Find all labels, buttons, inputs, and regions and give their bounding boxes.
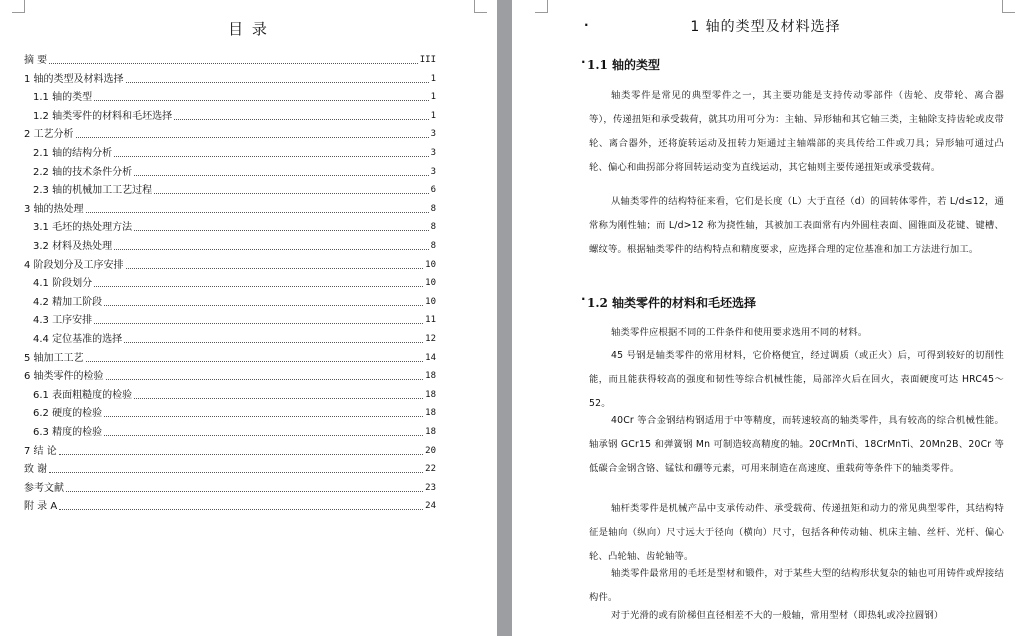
chapter-title: 1 轴的类型及材料选择 — [690, 19, 841, 35]
toc-leader-dots — [59, 509, 423, 510]
toc-entry-label: 2.1 轴的结构分析 — [33, 148, 113, 159]
paragraph: 45 号钢是轴类零件的常用材料，它价格便宜，经过调质（或正火）后，可得到较好的切削性能，而且能获得较高的强度和韧性等综合机械性能，局部淬火后在回火，表面硬度可达 HRC45～52。 — [589, 350, 1004, 409]
toc-entry-page: 8 — [430, 203, 436, 214]
toc-entry[interactable] — [33, 219, 436, 234]
toc-entry[interactable] — [24, 257, 436, 272]
toc-entry[interactable] — [33, 424, 436, 439]
page-corner-mark — [1002, 0, 1015, 13]
toc-title: 目 录 — [228, 20, 269, 38]
page-corner-mark — [12, 0, 25, 13]
toc-entry-label: 5 轴加工工艺 — [24, 352, 84, 364]
toc-entry[interactable] — [24, 71, 436, 86]
paragraph: 轴类零件最常用的毛坯是型材和锻件，对于某些大型的结构形状复杂的轴也可用铸件或焊接结构件。 — [589, 568, 1004, 603]
toc-entry-page: 3 — [430, 166, 436, 177]
toc-entry[interactable] — [24, 480, 436, 495]
toc-leader-dots — [94, 100, 428, 101]
toc-entry-page: 11 — [425, 315, 436, 326]
toc-entry[interactable] — [33, 275, 436, 290]
toc-entry-page: 18 — [425, 389, 436, 400]
toc-entry[interactable] — [33, 294, 436, 309]
toc-entry-label: 4 阶段划分及工序安排 — [24, 259, 124, 271]
toc-leader-dots — [134, 175, 428, 176]
toc-entry-page: 1 — [430, 73, 436, 84]
toc-entry-label: 4.3 工序安排 — [33, 315, 93, 327]
toc-entry-page: 22 — [425, 464, 436, 475]
toc-entry-label: 1 轴的类型及材料选择 — [24, 73, 124, 85]
section-heading-1-1: 1.1 轴的类型 — [587, 58, 661, 72]
toc-entry[interactable] — [24, 368, 436, 383]
toc-entry-label: 1.2 轴类零件的材料和毛坯选择 — [33, 110, 173, 122]
toc-entry-label: 摘 要 — [24, 55, 48, 66]
toc-leader-dots — [49, 472, 423, 473]
chapter-page — [512, 0, 1019, 636]
toc-entry-label: 3 轴的热处理 — [24, 203, 84, 215]
toc-leader-dots — [104, 435, 423, 436]
paragraph: 对于光滑的或有阶梯但直径相差不大的一般轴，常用型材（即热轧或冷拉圆钢） — [611, 610, 944, 621]
toc-entry[interactable] — [24, 461, 436, 476]
toc-entry-page: 18 — [425, 371, 436, 382]
paragraph: 40Cr 等合金钢结构钢适用于中等精度，而转速较高的轴类零件，具有较高的综合机械性能。轴承钢 GCr15 和弹簧钢 Mn 可制造较高精度的轴。20CrMnTi、18CrMnTi、20Mn2B、20Cr 等低碳合金钢含铬、锰钛和硼等元素，可用来制造在高速度、重载荷等条件下的轴类零件。 — [589, 415, 1004, 474]
toc-leader-dots — [114, 249, 428, 250]
toc-entry[interactable] — [24, 350, 436, 365]
toc-leader-dots — [59, 454, 423, 455]
toc-entry-label: 3.2 材料及热处理 — [33, 241, 113, 252]
toc-leader-dots — [104, 416, 423, 417]
toc-entry-label: 参考文献 — [24, 482, 64, 494]
paragraph-mark: · — [581, 55, 586, 69]
toc-leader-dots — [154, 193, 428, 194]
toc-entry-page: 3 — [430, 129, 436, 140]
toc-leader-dots — [49, 63, 418, 64]
toc-leader-dots — [134, 398, 423, 399]
paragraph-mark: · — [581, 292, 586, 306]
toc-leader-dots — [106, 379, 424, 380]
toc-entry-label: 7 结 论 — [24, 445, 57, 457]
toc-entry[interactable] — [24, 126, 436, 141]
toc-leader-dots — [124, 342, 423, 343]
toc-entry-page: III — [419, 55, 436, 65]
toc-entry[interactable] — [33, 331, 436, 346]
toc-entry-label: 6.1 表面粗糙度的检验 — [33, 389, 133, 401]
toc-entry[interactable] — [24, 498, 436, 513]
toc-leader-dots — [86, 361, 424, 362]
toc-entry-page: 3 — [430, 148, 436, 158]
toc-entry-label: 4.4 定位基准的选择 — [33, 334, 123, 345]
toc-leader-dots — [94, 323, 423, 324]
toc-entry-label: 3.1 毛坯的热处理方法 — [33, 222, 133, 234]
toc-entry-label: 4.1 阶段划分 — [33, 278, 93, 290]
toc-entry-page: 10 — [425, 296, 436, 307]
paragraph: 从轴类零件的结构特征来看，它们是长度（L）大于直径（d）的回转体零件，若 L/d≤12，通常称为刚性轴；而 L/d>12 称为挠性轴，其被加工表面常有内外圆柱表面、圆锥面及花键、键槽、螺纹等。根据轴类零件的结构特点和精度要求，应选择合理的定位基准和加工方法进行加工。 — [589, 196, 1004, 255]
toc-entry-label: 附 录 A — [24, 501, 58, 513]
toc-entry-label: 4.2 精加工阶段 — [33, 296, 103, 308]
toc-entry-label: 2 工艺分析 — [24, 129, 74, 141]
toc-leader-dots — [66, 491, 423, 492]
toc-entry-page: 1 — [430, 110, 436, 121]
toc-entry-label: 6.3 精度的检验 — [33, 427, 103, 438]
toc-entry[interactable] — [33, 238, 436, 253]
paragraph: 轴类零件是常见的典型零件之一，其主要功能是支持传动零部件（齿轮、皮带轮、离合器等），传递扭矩和承受载荷，就其功用可分为：主轴、异形轴和其它轴三类，主轴除支持齿轮或皮带轮、离合器外，还将旋转运动及扭转力矩通过主轴端部的夹具传给工件或刀具；异形轴可通过凸轮、偏心和曲拐部分将回转运动变为直线运动，其它轴则主要传递扭矩或承受载荷。 — [589, 90, 1004, 173]
toc-leader-dots — [126, 82, 429, 83]
paragraph: 轴杆类零件是机械产品中支承传动件、承受载荷、传递扭矩和动力的常见典型零件，其结构特征是轴向（纵向）尺寸远大于径向（横向）尺寸，包括各种传动轴、机床主轴、丝杆、光杆、偏心轮、凸轮轴、齿轮轴等。 — [589, 503, 1004, 562]
toc-entry[interactable] — [24, 201, 436, 216]
toc-entry[interactable] — [33, 108, 436, 123]
toc-entry-label: 1.1 轴的类型 — [33, 92, 93, 104]
toc-leader-dots — [126, 268, 424, 269]
toc-entry[interactable] — [24, 443, 436, 458]
toc-entry-page: 23 — [425, 482, 436, 493]
toc-leader-dots — [134, 230, 428, 231]
toc-entry-page: 12 — [425, 334, 436, 344]
toc-entry-page: 20 — [425, 445, 436, 456]
toc-entry-page: 24 — [425, 501, 436, 512]
toc-leader-dots — [174, 119, 428, 120]
toc-entry-page: 10 — [425, 259, 436, 270]
toc-entry-page: 18 — [425, 427, 436, 437]
toc-entry[interactable] — [33, 89, 436, 104]
toc-entry-label: 致 谢 — [24, 464, 48, 476]
toc-entry-label: 6 轴类零件的检验 — [24, 371, 104, 383]
toc-entry[interactable] — [33, 164, 436, 179]
toc-entry-page: 18 — [425, 408, 436, 419]
toc-leader-dots — [114, 156, 428, 157]
toc-entry-label: 2.2 轴的技术条件分析 — [33, 166, 133, 178]
toc-page — [0, 0, 497, 636]
page-corner-mark — [535, 0, 548, 13]
toc-entry-page: 14 — [425, 352, 436, 363]
toc-leader-dots — [94, 286, 423, 287]
page-gap — [497, 0, 512, 636]
section-heading-1-2: 1.2 轴类零件的材料和毛坯选择 — [587, 296, 757, 310]
paragraph-mark: · — [584, 18, 589, 32]
toc-entry[interactable] — [24, 52, 436, 67]
toc-entry-page: 6 — [430, 185, 436, 196]
toc-leader-dots — [76, 137, 429, 138]
toc-entry[interactable] — [33, 182, 436, 197]
page-corner-mark — [474, 0, 487, 13]
toc-leader-dots — [86, 212, 429, 213]
toc-leader-dots — [104, 305, 423, 306]
toc-entry[interactable] — [33, 405, 436, 420]
toc-entry[interactable] — [33, 387, 436, 402]
toc-entry-page: 10 — [425, 278, 436, 289]
toc-entry-page: 8 — [430, 222, 436, 233]
toc-entry-page: 8 — [430, 241, 436, 251]
toc-entry[interactable] — [33, 312, 436, 327]
toc-entry-label: 6.2 硬度的检验 — [33, 408, 103, 420]
toc-entry-label: 2.3 轴的机械加工工艺过程 — [33, 185, 153, 197]
paragraph: 轴类零件应根据不同的工件条件和使用要求选用不同的材料。 — [611, 327, 868, 338]
toc-entry[interactable] — [33, 145, 436, 160]
toc-entry-page: 1 — [430, 92, 436, 103]
